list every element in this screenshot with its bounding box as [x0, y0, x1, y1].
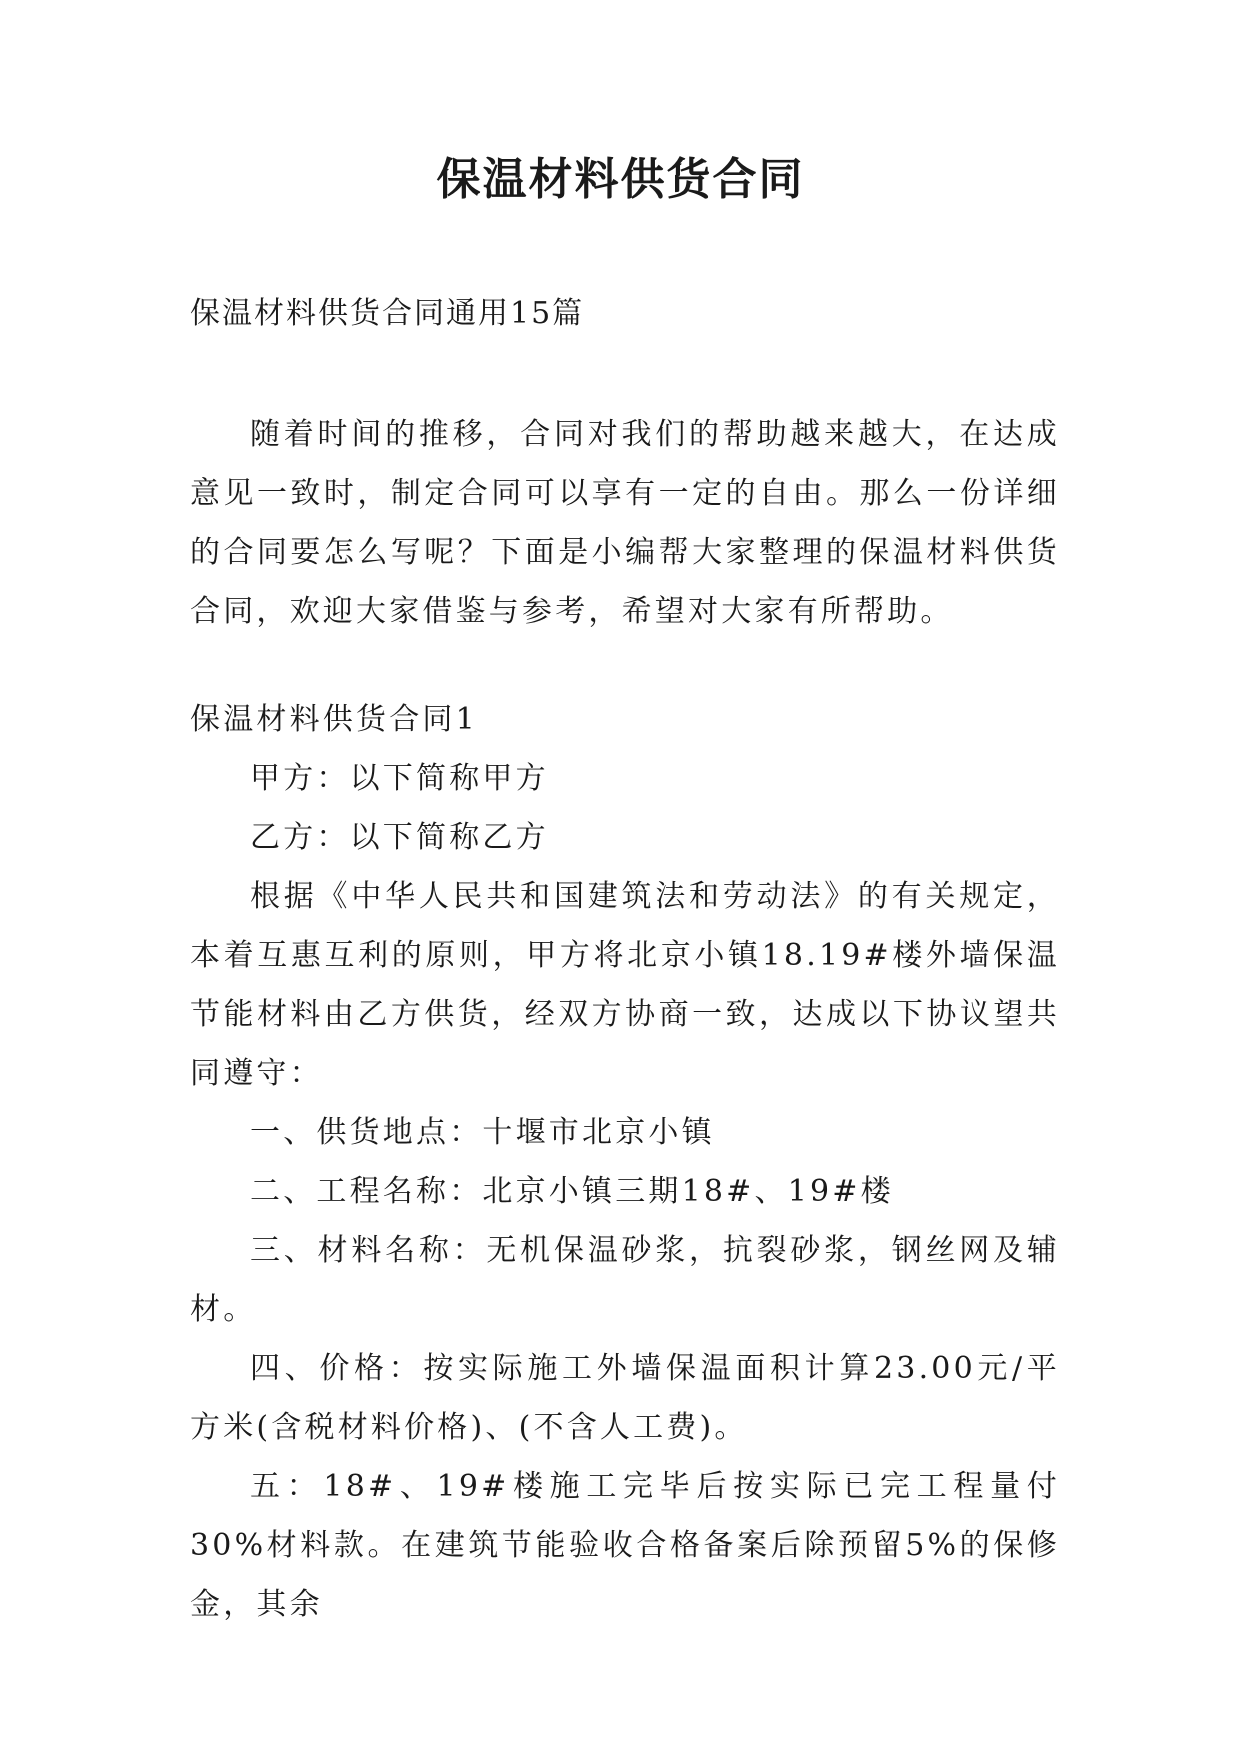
preamble-paragraph: 根据《中华人民共和国建筑法和劳动法》的有关规定，本着互惠互利的原则，甲方将北京小镇18.19#楼外墙保温节能材料由乙方供货，经双方协商一致，达成以下协议望共同遵守： [190, 879, 1060, 1091]
document-title: 保温材料供货合同 [436, 154, 805, 205]
party-b-line: 乙方：以下简称乙方 [250, 820, 549, 855]
clause-2: 二、工程名称：北京小镇三期18#、19#楼 [250, 1174, 894, 1209]
party-a-line: 甲方：以下简称甲方 [250, 761, 549, 796]
document-body [190, 405, 1060, 1634]
clause-5: 五：18#、19#楼施工完毕后按实际已完工程量付30%材料款。在建筑节能验收合格备案后除预留5%的保修金，其余 [190, 1469, 1060, 1622]
clause-4: 四、价格：按实际施工外墙保温面积计算23.00元/平方米(含税材料价格)、(不含人工费)。 [190, 1351, 1060, 1445]
clause-3: 三、材料名称：无机保温砂浆，抗裂砂浆，钢丝网及辅材。 [190, 1233, 1060, 1327]
clause-1: 一、供货地点：十堰市北京小镇 [250, 1115, 715, 1150]
paragraph-gap [190, 641, 1060, 690]
section-heading: 保温材料供货合同1 [190, 702, 478, 737]
document-subtitle: 保温材料供货合同通用15篇 [190, 296, 585, 331]
intro-paragraph: 随着时间的推移，合同对我们的帮助越来越大，在达成意见一致时，制定合同可以享有一定的自由。那么一份详细的合同要怎么写呢？下面是小编帮大家整理的保温材料供货合同，欢迎大家借鉴与参考，希望对大家有所帮助。 [190, 417, 1060, 629]
